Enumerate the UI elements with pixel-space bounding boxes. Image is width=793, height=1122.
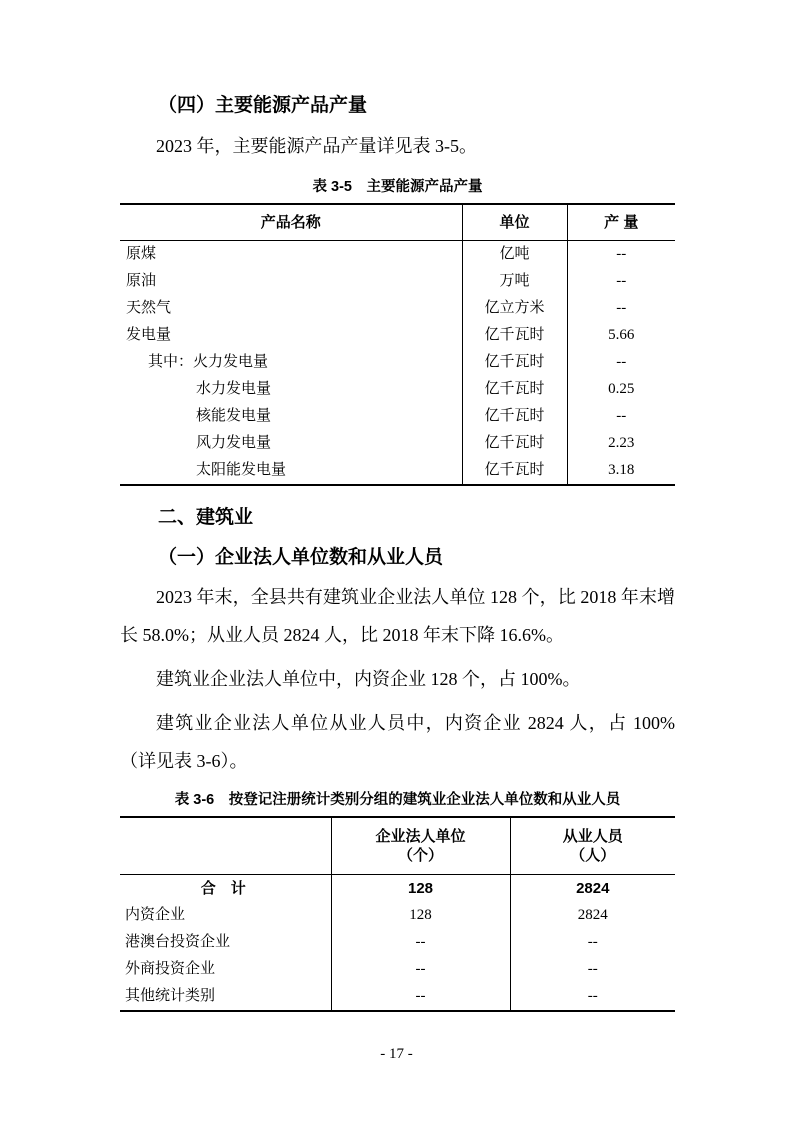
product-output: -- xyxy=(567,241,675,269)
product-name: 天然气 xyxy=(126,300,172,316)
employees-value: 2824 xyxy=(510,875,675,903)
col-header-employees xyxy=(510,817,675,875)
category-label: 外商投资企业 xyxy=(125,961,216,977)
table-row xyxy=(120,902,675,929)
product-unit: 亿吨 xyxy=(462,241,567,269)
product-unit: 亿千瓦时 xyxy=(462,430,567,457)
product-unit: 亿千瓦时 xyxy=(462,403,567,430)
table-row xyxy=(120,295,675,322)
table-row xyxy=(120,457,675,485)
product-name: 发电量 xyxy=(126,327,172,343)
employees-value: 2824 xyxy=(510,902,675,929)
product-unit: 万吨 xyxy=(462,268,567,295)
table-row xyxy=(120,241,675,269)
table-3-6 xyxy=(120,816,675,1012)
product-output: 3.18 xyxy=(567,457,675,485)
product-output: -- xyxy=(567,403,675,430)
product-name: 原煤 xyxy=(126,246,157,262)
product-output: 5.66 xyxy=(567,322,675,349)
product-unit: 亿千瓦时 xyxy=(462,376,567,403)
legal-units-value: -- xyxy=(331,956,510,983)
table-row xyxy=(120,349,675,376)
col-header-legal-units-line2: （个） xyxy=(397,847,443,864)
legal-units-value: 128 xyxy=(331,902,510,929)
product-output: -- xyxy=(567,268,675,295)
legal-units-value: -- xyxy=(331,983,510,1011)
construction-paragraph-2: 建筑业企业法人单位中，内资企业 128 个，占 100%。 xyxy=(156,669,581,689)
product-output: 2.23 xyxy=(567,430,675,457)
product-output: -- xyxy=(567,349,675,376)
col-header-output: 产 量 xyxy=(567,204,675,241)
employees-value: -- xyxy=(510,929,675,956)
category-label: 内资企业 xyxy=(125,907,186,923)
product-name: 风力发电量 xyxy=(196,435,272,451)
table-row xyxy=(120,956,675,983)
col-header-employees-line2: （人） xyxy=(570,847,616,864)
table-3-5-header-row xyxy=(120,204,675,241)
product-output: -- xyxy=(567,295,675,322)
product-name: 太阳能发电量 xyxy=(196,462,287,478)
product-unit: 亿千瓦时 xyxy=(462,349,567,376)
category-label: 其他统计类别 xyxy=(125,988,216,1004)
table-row xyxy=(120,929,675,956)
category-label: 合 计 xyxy=(200,880,246,897)
employees-value: -- xyxy=(510,956,675,983)
col-header-empty xyxy=(120,817,331,875)
col-header-product: 产品名称 xyxy=(120,204,462,241)
table-row xyxy=(120,983,675,1011)
table-row xyxy=(120,376,675,403)
product-unit: 亿立方米 xyxy=(462,295,567,322)
heading-energy-products: （四）主要能源产品产量 xyxy=(158,95,368,116)
col-header-legal-units-line1: 企业法人单位 xyxy=(375,828,466,845)
table-row xyxy=(120,268,675,295)
employees-value: -- xyxy=(510,983,675,1011)
table-row xyxy=(120,430,675,457)
product-name: 水力发电量 xyxy=(196,381,272,397)
table-3-5 xyxy=(120,203,675,486)
heading-legal-units: （一）企业法人单位数和从业人员 xyxy=(158,547,444,568)
table-row xyxy=(120,322,675,349)
product-unit: 亿千瓦时 xyxy=(462,457,567,485)
table-row-total xyxy=(120,875,675,903)
construction-paragraph-3: 建筑业企业法人单位从业人员中，内资企业 2824 人，占 100%（详见表 3-6）。 xyxy=(120,713,675,771)
table-3-6-caption: 表 3-6 按登记注册统计类别分组的建筑业企业法人单位数和从业人员 xyxy=(174,792,621,808)
legal-units-value: -- xyxy=(331,929,510,956)
table-3-5-caption: 表 3-5 主要能源产品产量 xyxy=(312,179,483,195)
heading-construction: 二、建筑业 xyxy=(158,507,254,528)
col-header-employees-line1: 从业人员 xyxy=(562,828,623,845)
legal-units-value: 128 xyxy=(331,875,510,903)
category-label: 港澳台投资企业 xyxy=(125,934,231,950)
col-header-legal-units xyxy=(331,817,510,875)
energy-intro-paragraph: 2023 年，主要能源产品产量详见表 3-5。 xyxy=(156,136,477,156)
table-3-6-header-row xyxy=(120,817,675,875)
product-name: 原油 xyxy=(126,273,157,289)
product-output: 0.25 xyxy=(567,376,675,403)
product-name: 核能发电量 xyxy=(196,408,272,424)
product-unit: 亿千瓦时 xyxy=(462,322,567,349)
product-name: 其中：火力发电量 xyxy=(148,354,269,370)
table-row xyxy=(120,403,675,430)
page-number: - 17 - xyxy=(380,1046,413,1062)
col-header-unit: 单位 xyxy=(462,204,567,241)
construction-paragraph-1: 2023 年末，全县共有建筑业企业法人单位 128 个，比 2018 年末增长 58.0%；从业人员 2824 人，比 2018 年末下降 16.6%。 xyxy=(120,587,675,645)
